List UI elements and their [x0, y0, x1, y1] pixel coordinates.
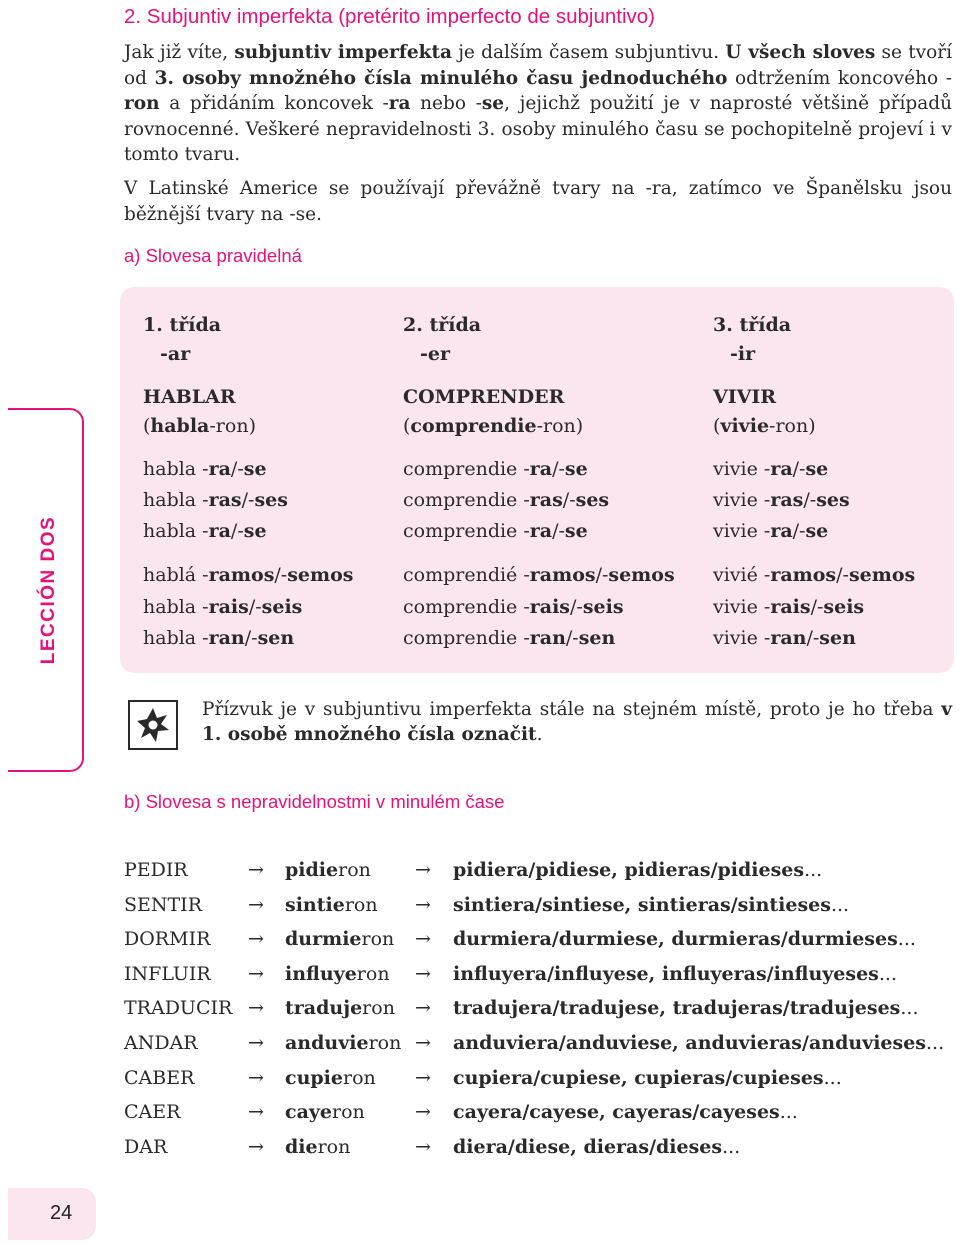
ellipsis: ...: [900, 997, 919, 1020]
form-base: vivie -: [713, 520, 771, 542]
conjugation-form: [713, 487, 850, 513]
form-base: habla -: [143, 489, 209, 511]
class-heading: [713, 312, 791, 338]
form-separator: /-: [806, 627, 820, 649]
ellipsis: ...: [897, 928, 916, 951]
conjugation-form: [403, 625, 615, 651]
arrow-right-icon: →: [248, 1032, 264, 1054]
arrow-right-icon: →: [415, 1135, 431, 1158]
paren: (: [143, 415, 151, 437]
form-ending-se: se: [564, 458, 588, 480]
arrow-right-icon: →: [248, 997, 264, 1020]
paren: ): [575, 415, 584, 437]
past-suffix: ron: [356, 962, 390, 985]
subtitle-irregular: b) Slovesa s nepravidelnostmi v minulém čase: [124, 791, 505, 812]
class-label: 3. třída: [713, 314, 792, 336]
stem-suffix: -ron: [536, 415, 576, 437]
class-heading: [143, 312, 221, 338]
form-ending-se: ses: [816, 489, 850, 511]
infinitive: INFLUIR: [124, 962, 211, 985]
past-stem: anduvie: [285, 1032, 369, 1054]
arrow-right-icon: →: [415, 1066, 431, 1089]
form-ending-ra: ra: [208, 520, 231, 542]
infinitive: ANDAR: [124, 1032, 198, 1054]
paren: ): [248, 415, 256, 437]
section-title: 2. Subjuntiv imperfekta (pretérito imperfecto de subjuntivo): [124, 5, 655, 28]
arrow-right-icon: →: [248, 962, 264, 985]
form-base: vivie -: [713, 596, 771, 618]
form-separator: /-: [810, 596, 824, 618]
stem-suffix: -ron: [769, 415, 809, 437]
form-ending-se: sen: [819, 627, 856, 649]
infinitive: CABER: [124, 1066, 195, 1089]
past-suffix: ron: [344, 893, 378, 916]
class-label: 1. třída: [143, 314, 222, 336]
form-separator: /-: [595, 564, 609, 586]
form-ending-se: semos: [287, 564, 354, 586]
intro-text: je dalším časem subjuntivu.: [451, 42, 726, 63]
past-suffix: ron: [342, 1066, 376, 1089]
form-ending-se: seis: [823, 596, 865, 618]
form-separator: /-: [570, 596, 583, 618]
infinitive: TRADUCIR: [124, 997, 233, 1020]
verb-label: VIVIR: [713, 386, 777, 408]
class-label: 2. třída: [403, 314, 482, 336]
intro-text: , jejichž použití je v naprosté většině případů rovnocenné. Veškeré nepravidelnosti 3. osoby minulého času se pochopitelně projeví i v tomto tvaru.: [124, 93, 953, 165]
ending-label: -ir: [730, 343, 756, 365]
conjugation-form: [403, 594, 624, 620]
past-suffix: ron: [332, 1101, 365, 1124]
ellipsis: ...: [804, 859, 823, 881]
paren: (: [713, 415, 721, 437]
ending-label: -ar: [160, 343, 191, 365]
form-ending-ra: ra: [208, 458, 231, 480]
subjunctive-forms: tradujera/tradujese, tradujeras/tradujeses: [453, 997, 901, 1020]
past-suffix: ron: [362, 997, 395, 1020]
form-ending-ra: rais: [208, 596, 249, 618]
form-base: comprendié -: [403, 564, 530, 586]
conjugation-form: [403, 562, 675, 588]
intro-bold: 3. osoby množného čísla minulého času jednoduchého: [154, 67, 728, 89]
irregular-verb-row: [0, 894, 960, 924]
intro-text: Jak již víte,: [124, 42, 235, 63]
form-base: comprendie -: [403, 458, 530, 480]
form-base: comprendie -: [403, 520, 530, 542]
stem-bold: comprendie: [410, 415, 537, 437]
intro-bold: U všech sloves: [725, 42, 876, 63]
irregular-verb-row: [0, 997, 960, 1027]
intro-bold: subjuntiv imperfekta: [234, 42, 452, 63]
form-ending-ra: ran: [770, 627, 807, 649]
intro-bold: se: [481, 93, 505, 114]
form-base: habla -: [143, 596, 209, 618]
intro-text: se tvoří od: [124, 42, 952, 89]
form-ending-ra: ra: [529, 458, 553, 480]
form-separator: /-: [274, 564, 288, 586]
arrow-right-icon: →: [415, 962, 431, 985]
form-ending-se: se: [805, 458, 829, 480]
form-ending-se: sen: [257, 627, 295, 649]
subtitle-regular: a) Slovesa pravidelná: [124, 245, 302, 266]
arrow-right-icon: →: [248, 928, 264, 951]
arrow-right-icon: →: [415, 893, 431, 916]
conjugation-form: [713, 562, 915, 588]
form-separator: /-: [836, 564, 849, 586]
conjugation-form: [143, 487, 288, 513]
stem-bold: habla: [150, 415, 210, 437]
form-ending-ra: ra: [770, 520, 793, 542]
form-ending-se: sen: [578, 627, 616, 649]
past-suffix: ron: [368, 1032, 402, 1054]
irregular-verb-row: [0, 928, 960, 958]
past-stem: traduje: [285, 997, 363, 1020]
intro-paragraph: [124, 40, 952, 168]
class-ending: [160, 341, 190, 367]
irregular-verb-row: [0, 859, 960, 889]
class-heading: [403, 312, 481, 338]
form-separator: /-: [792, 520, 806, 542]
form-ending-se: se: [564, 520, 588, 542]
form-base: habla -: [143, 458, 209, 480]
ellipsis: ...: [722, 1135, 741, 1158]
irregular-verb-row: [0, 1136, 960, 1166]
form-base: hablá -: [143, 564, 209, 586]
arrow-right-icon: →: [415, 859, 431, 881]
intro-bold: ra: [388, 93, 411, 114]
subjunctive-forms: durmiera/durmiese, durmieras/durmieses: [453, 928, 898, 951]
note-bold: v 1. osobě množného čísla označit: [202, 699, 952, 745]
form-base: habla -: [143, 627, 209, 649]
conjugation-form: [713, 594, 864, 620]
form-base: comprendie -: [403, 627, 530, 649]
past-suffix: ron: [317, 1135, 351, 1158]
conjugation-form: [713, 456, 828, 482]
ellipsis: ...: [926, 1032, 945, 1054]
irregular-verb-row: [0, 1101, 960, 1131]
past-stem: influye: [285, 962, 357, 985]
past-stem: die: [285, 1135, 318, 1158]
intro-bold: ron: [124, 93, 160, 114]
ellipsis: ...: [823, 1066, 842, 1089]
intro-text: a přidáním koncovek -: [159, 93, 389, 114]
form-ending-ra: ra: [770, 458, 793, 480]
note-body: Přízvuk je v subjuntivu imperfekta stále na stejném místě, proto je ho třeba: [202, 699, 942, 720]
infinitive: SENTIR: [124, 893, 202, 916]
verb-stem: [713, 413, 816, 439]
page-number: 24: [50, 1202, 73, 1224]
form-ending-se: semos: [848, 564, 916, 586]
form-ending-se: seis: [582, 596, 624, 618]
form-ending-se: seis: [261, 596, 303, 618]
conjugation-form: [143, 625, 294, 651]
form-separator: /-: [792, 458, 806, 480]
ellipsis: ...: [830, 893, 850, 916]
form-separator: /-: [244, 627, 258, 649]
infinitive: CAER: [124, 1101, 181, 1124]
subjunctive-forms: diera/diese, dieras/dieses: [453, 1135, 723, 1158]
form-base: comprendie -: [403, 596, 530, 618]
conjugation-form: [713, 625, 856, 651]
verb-label: COMPRENDER: [403, 386, 565, 408]
form-ending-ra: ras: [208, 489, 242, 511]
form-ending-ra: rais: [770, 596, 811, 618]
asterisk-star-icon: [130, 702, 176, 748]
form-separator: /-: [552, 520, 565, 542]
stem-bold: vivie: [720, 415, 770, 437]
infinitive: DORMIR: [124, 928, 211, 951]
subjunctive-forms: cayera/cayese, cayeras/cayeses: [453, 1101, 780, 1124]
form-ending-ra: ran: [529, 627, 566, 649]
past-stem: sintie: [285, 893, 345, 916]
form-ending-se: ses: [254, 489, 288, 511]
form-base: vivie -: [713, 458, 771, 480]
note-end: .: [536, 724, 543, 745]
irregular-verb-row: [0, 1032, 960, 1062]
form-separator: /-: [562, 489, 576, 511]
form-base: comprendie -: [403, 489, 530, 511]
past-stem: caye: [285, 1101, 333, 1124]
paren: ): [808, 415, 816, 437]
conjugation-form: [143, 562, 353, 588]
form-base: vivie -: [713, 627, 771, 649]
infinitive: PEDIR: [124, 859, 188, 881]
subjunctive-forms: sintiera/sintiese, sintieras/sintieses: [453, 893, 831, 916]
class-ending: [420, 341, 450, 367]
intro-text: nebo -: [410, 93, 482, 114]
conjugation-form: [143, 456, 267, 482]
form-ending-ra: ramos: [208, 564, 275, 586]
conjugation-form: [403, 487, 609, 513]
ending-label: -er: [420, 343, 450, 365]
form-ending-se: ses: [575, 489, 610, 511]
arrow-right-icon: →: [248, 1066, 264, 1089]
verb-infinitive: [403, 384, 564, 410]
form-ending-ra: ran: [208, 627, 245, 649]
past-stem: pidie: [285, 859, 339, 881]
form-ending-ra: ramos: [770, 564, 837, 586]
form-ending-ra: ras: [529, 489, 563, 511]
form-ending-se: semos: [608, 564, 675, 586]
form-separator: /-: [565, 627, 579, 649]
intro-text: odtržením koncového -: [727, 67, 952, 89]
ellipsis: ...: [878, 962, 897, 985]
irregular-verb-row: [0, 1067, 960, 1097]
form-separator: /-: [230, 520, 244, 542]
past-stem: cupie: [285, 1066, 343, 1089]
conjugation-form: [143, 594, 302, 620]
subjunctive-forms: influyera/influyese, influyeras/influyeses: [453, 962, 879, 985]
conjugation-form: [403, 518, 588, 544]
form-separator: /-: [248, 596, 262, 618]
note-text: [202, 697, 952, 747]
conjugation-form: [403, 456, 588, 482]
stem-suffix: -ron: [209, 415, 249, 437]
arrow-right-icon: →: [248, 1135, 264, 1158]
subjunctive-forms: cupiera/cupiese, cupieras/cupieses: [453, 1066, 824, 1089]
irregular-verb-row: [0, 963, 960, 993]
infinitive: DAR: [124, 1135, 168, 1158]
lesson-label: LECCIÓN DOS: [38, 515, 59, 665]
conjugation-form: [713, 518, 828, 544]
form-ending-ra: ramos: [529, 564, 596, 586]
latam-paragraph: V Latinské Americe se používají převážně tvary na -ra, zatímco ve Španělsku jsou běžnější tvary na -se.: [124, 178, 952, 225]
arrow-right-icon: →: [248, 893, 264, 916]
form-separator: /-: [803, 489, 817, 511]
form-base: vivié -: [713, 564, 771, 586]
note-box: [128, 700, 178, 750]
form-base: vivie -: [713, 489, 771, 511]
arrow-right-icon: →: [415, 1032, 431, 1054]
arrow-right-icon: →: [415, 997, 431, 1020]
class-ending: [730, 341, 755, 367]
verb-label: HABLAR: [143, 386, 236, 408]
paren: (: [403, 415, 411, 437]
subjunctive-forms: pidiera/pidiese, pidieras/pidieses: [453, 859, 805, 881]
form-separator: /-: [241, 489, 255, 511]
form-ending-ra: ra: [529, 520, 553, 542]
subjunctive-forms: anduviera/anduviese, anduvieras/anduvieses: [453, 1032, 926, 1054]
past-suffix: ron: [338, 859, 371, 881]
form-base: habla -: [143, 520, 209, 542]
form-separator: /-: [552, 458, 565, 480]
form-ending-se: se: [243, 458, 267, 480]
form-ending-ra: rais: [529, 596, 571, 618]
ellipsis: ...: [779, 1101, 798, 1124]
form-ending-ra: ras: [770, 489, 804, 511]
arrow-right-icon: →: [415, 1101, 431, 1124]
verb-stem: [403, 413, 583, 439]
form-ending-se: se: [243, 520, 267, 542]
past-suffix: ron: [361, 928, 395, 951]
conjugation-form: [143, 518, 267, 544]
verb-stem: [143, 413, 256, 439]
past-stem: durmie: [285, 928, 362, 951]
arrow-right-icon: →: [248, 1101, 264, 1124]
verb-infinitive: [713, 384, 776, 410]
arrow-right-icon: →: [415, 928, 431, 951]
form-separator: /-: [230, 458, 244, 480]
verb-infinitive: [143, 384, 236, 410]
form-ending-se: se: [805, 520, 829, 542]
arrow-right-icon: →: [248, 859, 264, 881]
